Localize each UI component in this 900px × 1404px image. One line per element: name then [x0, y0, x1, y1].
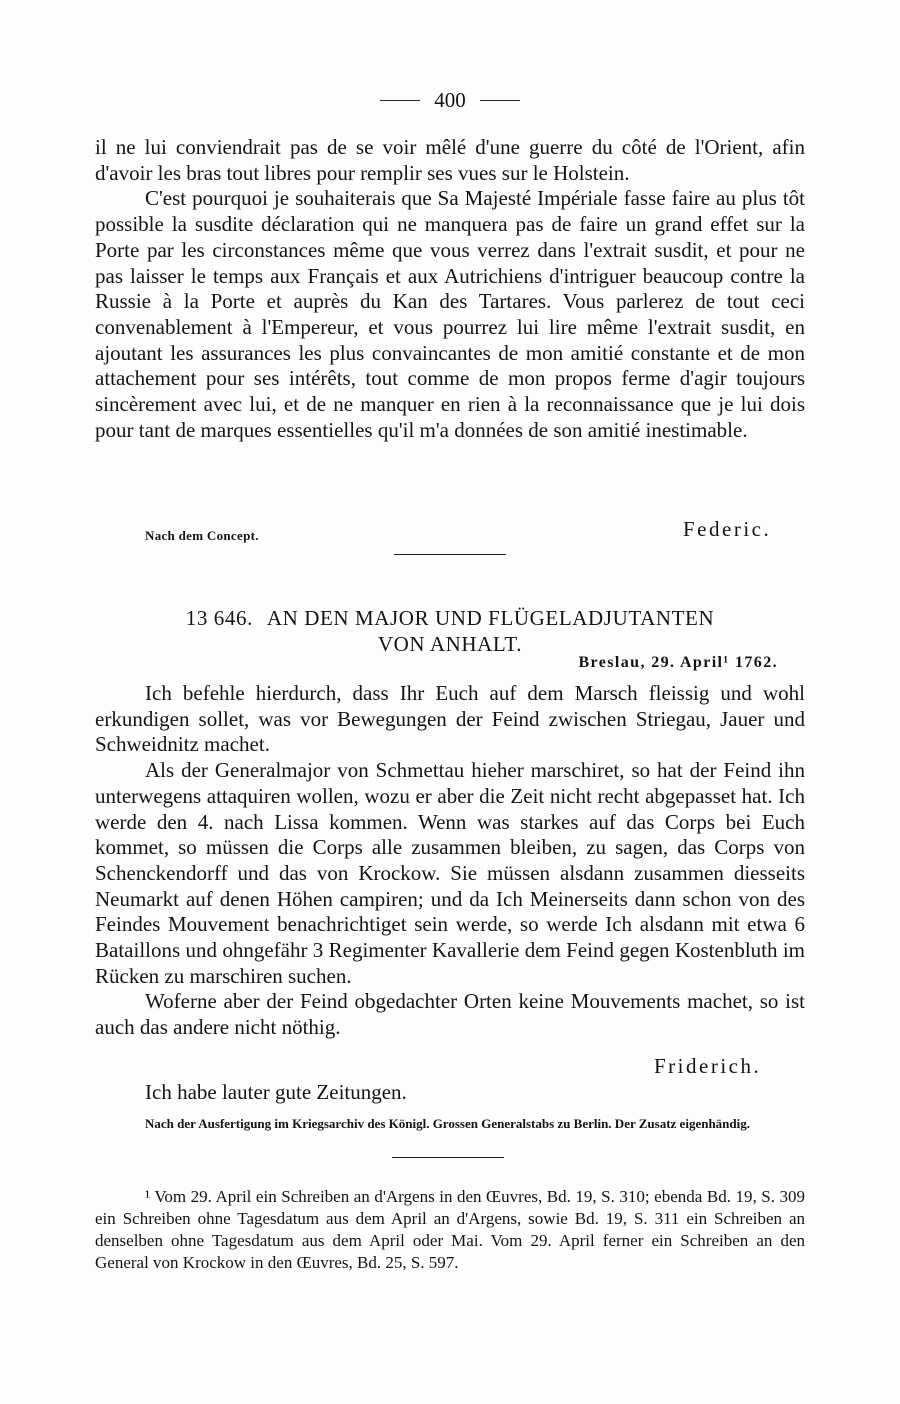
letter2-body — [95, 681, 805, 1041]
letter1-source-note: Nach dem Concept. — [145, 528, 259, 543]
footnote: ¹ Vom 29. April ein Schreiben an d'Argens in den Œuvres, Bd. 19, S. 310; ebenda Bd. 19, S. 309 ein Schreiben ohne Tagesdatum aus dem April an d'Argens, sowie Bd. 19, S. 311 ein Schreiben an denselben ohne Tagesdatum aus dem April oder Mai. Vom 29. April ferner ein Schreiben an den General von Krockow in den Œuvres, Bd. 25, S. 597. — [95, 1187, 805, 1272]
letter1-paragraph-2: C'est pourquoi je souhaiterais que Sa Majesté Impériale fasse faire au plus tôt possible la susdite déclaration qui ne manquera pas de faire un grand effet sur la Porte par les circonstances même que vous verrez dans l'extrait susdit, et pour ne pas laisser le temps aux Français et aux Autrichiens d'intriguer beaucoup contre la Russie à la Porte et auprès du Kan des Tartares. Vous parlerez de tout ceci convenablement à l'Empereur, et vous pourrez lui lire même l'extrait susdit, en ajoutant les assurances les plus convaincantes de mon amitié constante et de mon attachement pour ses intérêts, tout comme de mon propos ferme d'agir toujours sincèrement avec lui, et de ne manquer en rien à la reconnaissance que je lui dois pour tant de marques essentielles qu'il m'a données de son amitié inestimable. — [95, 186, 805, 442]
letter2-postscript: Ich habe lauter gute Zeitungen. — [145, 1080, 407, 1104]
letter2-signature: Friderich. — [654, 1054, 762, 1078]
header-dash-right — [480, 100, 520, 101]
section-divider-2 — [392, 1157, 504, 1158]
header-dash-left — [380, 100, 420, 101]
letter1-signature: Federic. — [683, 517, 772, 541]
section-divider-1 — [394, 554, 506, 555]
letter2-title-line1: AN DEN MAJOR UND FLÜGELADJUTANTEN — [266, 606, 715, 630]
letter2-paragraph-1: Ich befehle hierdurch, dass Ihr Euch auf dem Marsch fleissig und wohl erkundigen sollet, was vor Bewegungen der Feind zwischen Striegau, Jauer und Schweidnitz machet. — [95, 681, 805, 757]
page-header — [0, 88, 900, 113]
letter2-paragraph-3: Woferne aber der Feind obgedachter Orten keine Mouvements machet, so ist auch das andere nicht nöthig. — [95, 989, 805, 1040]
letter2-source-note: Nach der Ausfertigung im Kriegsarchiv des Königl. Grossen Generalstabs zu Berlin. Der Zusatz eigenhändig. — [145, 1116, 750, 1131]
letter1-paragraph-1: il ne lui conviendrait pas de se voir mêlé d'une guerre du côté de l'Orient, afin d'avoir les bras tout libres pour remplir ses vues sur le Holstein. — [95, 135, 805, 185]
letter1-body — [95, 135, 805, 443]
letter2-number: 13 646. — [185, 606, 253, 630]
letter2-title-line2: VON ANHALT. — [377, 632, 523, 656]
letter2-heading — [0, 605, 900, 657]
page-number: 400 — [434, 88, 466, 112]
letter2-paragraph-2: Als der Generalmajor von Schmettau hieher marschiret, so hat der Feind ihn unterwegens attaquiren wollen, wozu er aber die Zeit nicht recht abgepasset hat. Ich werde den 4. nach Lissa kommen. Wenn was starkes auf das Corps bei Euch kommet, so müssen die Corps alle zusammen bleiben, zu sagen, das Corps von Schenckendorff und das von Krockow. Sie müssen alsdann zusammen diesseits Neumarkt auf denen Höhen campiren; und da Ich Meinerseits dann schon von des Feindes Mouvement benachrichtiget sein werde, so werde Ich alsdann mit etwa 6 Bataillons und ohngefähr 3 Regimenter Kavallerie dem Feind gegen Kostenbluth im Rücken zu marschiren suchen. — [95, 758, 805, 988]
letter2-dateline: Breslau, 29. April¹ 1762. — [578, 654, 778, 671]
